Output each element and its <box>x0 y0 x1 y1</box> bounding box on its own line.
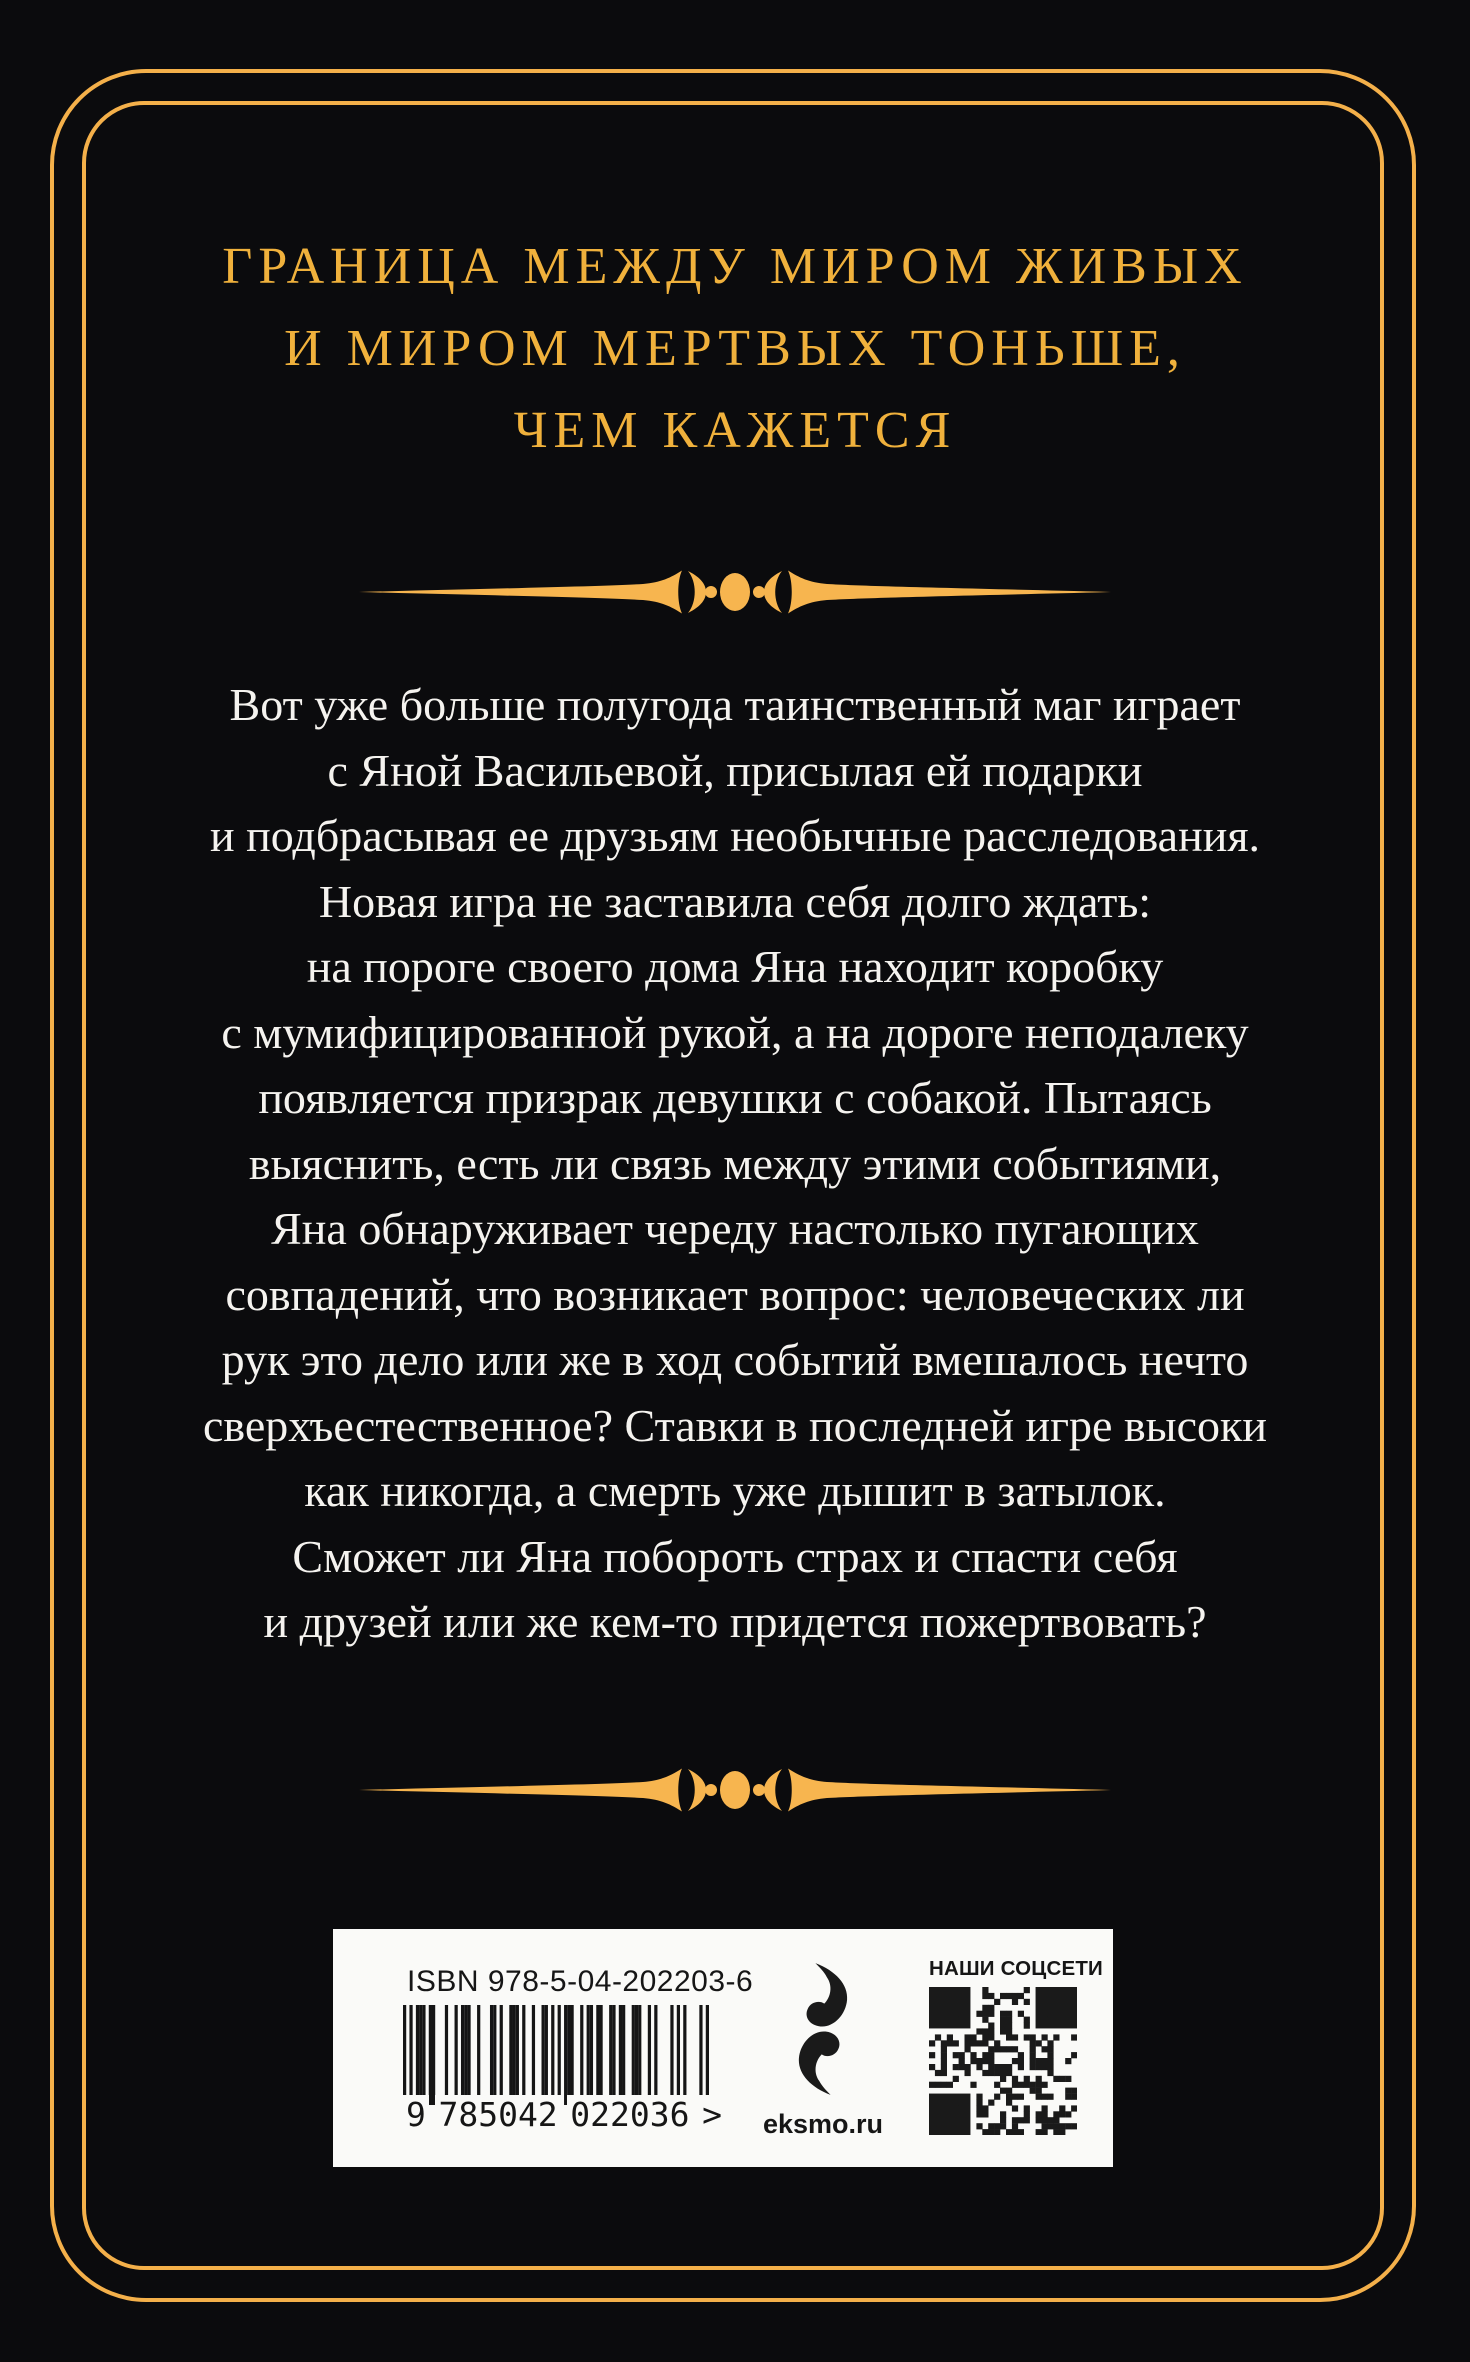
isbn-label: ISBN 978-5-04-202203-6 <box>407 1965 754 1998</box>
tagline-line-3: ЧЕМ КАЖЕТСЯ <box>513 402 957 459</box>
qr-code-icon <box>929 1987 1077 2135</box>
tagline-line-1: ГРАНИЦА МЕЖДУ МИРОМ ЖИВЫХ <box>222 238 1248 295</box>
annotation-line: выяснить, есть ли связь между этими событиями, <box>248 1137 1222 1189</box>
annotation-line: совпадений, что возникает вопрос: человеческих ли <box>225 1268 1245 1320</box>
annotation-line: сверхъестественное? Ставки в последней игре высоки <box>203 1399 1267 1451</box>
tagline <box>0 226 1470 472</box>
eksmo-logo-icon <box>785 1963 861 2095</box>
annotation-line: на пороге своего дома Яна находит коробку <box>306 941 1164 992</box>
tagline-line-2: И МИРОМ МЕРТВЫХ ТОНЬШЕ, <box>284 320 1186 377</box>
annotation-line: и друзей или же кем-то придется пожертвовать? <box>263 1596 1207 1647</box>
barcode-digits-right: 022036 <box>567 2095 692 2134</box>
annotation-line: Яна обнаруживает череду настолько пугающих <box>271 1203 1199 1254</box>
barcode-digits <box>403 2095 725 2134</box>
publisher-site-label: eksmo.ru <box>763 2109 884 2139</box>
barcode-digit-lead: 9 <box>403 2095 429 2134</box>
ornament-divider-icon <box>355 1766 1115 1814</box>
annotation-line: появляется призрак девушки с собакой. Пытаясь <box>258 1072 1212 1123</box>
social-block <box>929 1957 1103 2135</box>
annotation-line: с мумифицированной рукой, а на дороге неподалеку <box>221 1006 1249 1058</box>
annotation-line: рук это дело или же в ход событий вмешалось нечто <box>221 1334 1249 1385</box>
annotation-line: как никогда, а смерть уже дышит в затылок. <box>304 1465 1166 1516</box>
barcode-suffix: > <box>699 2095 725 2134</box>
publisher-block <box>763 1963 883 2140</box>
annotation-line: с Яной Васильевой, присылая ей подарки <box>327 744 1143 796</box>
isbn-block <box>403 1965 754 2134</box>
annotation-text <box>0 672 1470 1655</box>
publisher-info-box <box>333 1929 1113 2167</box>
social-label: НАШИ СОЦСЕТИ <box>929 1957 1103 1980</box>
ornament-divider-icon <box>355 568 1115 616</box>
annotation-line: Новая игра не заставила себя долго ждать: <box>318 875 1152 927</box>
annotation-line: и подбрасывая ее друзьям необычные расследования. <box>210 810 1260 861</box>
annotation-line: Вот уже больше полугода таинственный маг играет <box>229 679 1241 730</box>
annotation-line: Сможет ли Яна побороть страх и спасти себя <box>292 1530 1178 1582</box>
barcode-digits-left: 785042 <box>435 2095 560 2134</box>
